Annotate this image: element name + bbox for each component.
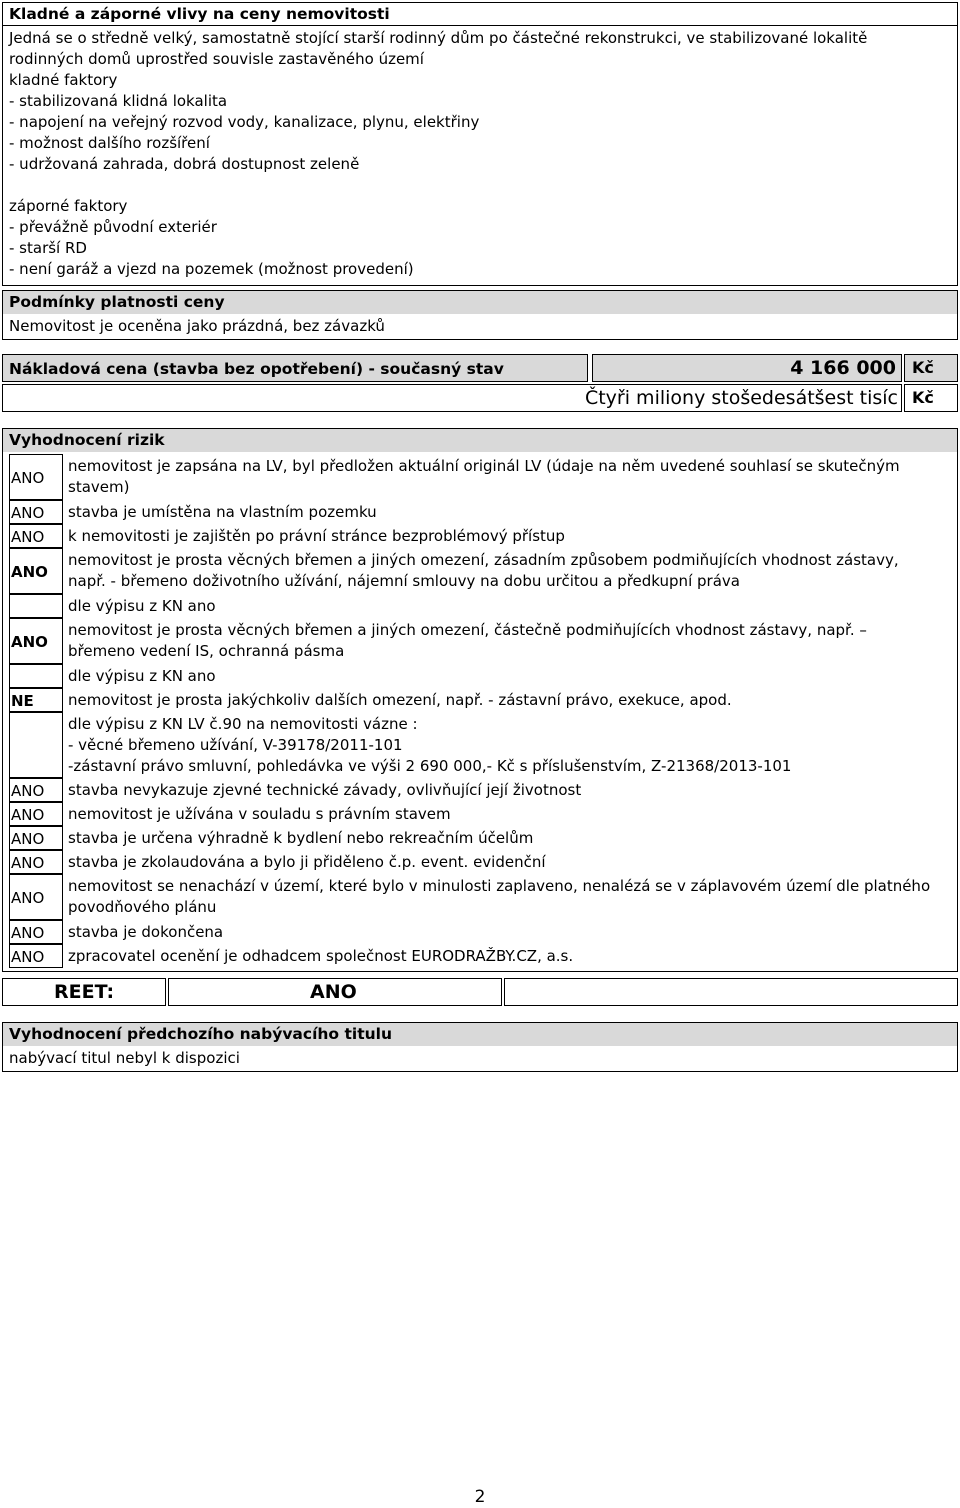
influence-line: - stabilizovaná klidná lokalita xyxy=(9,92,228,110)
risk-text: nemovitost se nenachází v území, které bylo v minulosti zaplaveno, nenalézá se v záplavovém území dle platného xyxy=(68,877,931,895)
influence-line: - možnost dalšího rozšíření xyxy=(9,134,210,152)
risk-answer xyxy=(9,594,63,618)
risk-text: dle výpisu z KN ano xyxy=(68,597,216,615)
risk-text: nemovitost je prosta jakýchkoliv dalších omezení, např. - zástavní právo, exekuce, apod. xyxy=(68,691,732,709)
risk-answer: ANO xyxy=(9,874,63,920)
cost-value: 4 166 000 xyxy=(790,357,896,379)
risk-text: stavba nevykazuje zjevné technické závady, ovlivňující její životnost xyxy=(68,781,582,799)
section-conditions-title: Podmínky platnosti ceny xyxy=(2,290,958,314)
risk-answer: ANO xyxy=(9,826,63,850)
risk-answer: ANO xyxy=(9,778,63,802)
risk-text: dle výpisu z KN LV č.90 na nemovitosti vázne : xyxy=(68,715,418,733)
risk-text: zpracovatel ocenění je odhadcem společnost EURODRAŽBY.CZ, a.s. xyxy=(68,947,574,965)
risk-answer: ANO xyxy=(9,618,63,664)
risk-answer: ANO xyxy=(9,548,63,594)
risk-answer: ANO xyxy=(9,920,63,944)
risk-text: nemovitost je zapsána na LV, byl předložen aktuální originál LV (údaje na něm uvedené souhlasí se skutečným xyxy=(68,457,900,475)
risk-text: -zástavní právo smluvní, pohledávka ve výši 2 690 000,- Kč s příslušenstvím, Z-21368/2013-101 xyxy=(68,757,792,775)
risk-text: stavba je dokončena xyxy=(68,923,224,941)
influence-line: - udržovaná zahrada, dobrá dostupnost zeleně xyxy=(9,155,360,173)
influence-line: kladné faktory xyxy=(9,71,118,89)
section-influences-title: Kladné a záporné vlivy na ceny nemovitosti xyxy=(2,2,958,26)
risk-text: povodňového plánu xyxy=(68,898,217,916)
risk-answer xyxy=(9,712,63,778)
risk-text: např. - břemeno doživotního užívání, nájemní smlouvy na dobu určitou a předkupní práva xyxy=(68,572,740,590)
risk-text: nemovitost je prosta věcných břemen a jiných omezení, částečně podmiňujících vhodnost zástavy, např. – xyxy=(68,621,867,639)
risk-answer: ANO xyxy=(9,850,63,874)
risk-text: nemovitost je prosta věcných břemen a jiných omezení, zásadním způsobem podmiňujících vhodnost zástavy, xyxy=(68,551,899,569)
section-title-eval-text: nabývací titul nebyl k dispozici xyxy=(9,1049,240,1067)
page-number: 2 xyxy=(474,1487,486,1507)
cost-label: Nákladová cena (stavba bez opotřebení) - současný stav xyxy=(2,354,588,382)
influence-line: - starší RD xyxy=(9,239,87,257)
cost-words-currency: Kč xyxy=(912,388,934,407)
reet-label: REET: xyxy=(54,981,115,1003)
influence-line: záporné faktory xyxy=(9,197,128,215)
influence-line: rodinných domů uprostřed souvisle zastavěného území xyxy=(9,50,424,68)
risk-text: stavba je umístěna na vlastním pozemku xyxy=(68,503,377,521)
influence-line: - převážně původní exteriér xyxy=(9,218,217,236)
influence-line: - není garáž a vjezd na pozemek (možnost provedení) xyxy=(9,260,414,278)
section-conditions-text: Nemovitost je oceněna jako prázdná, bez závazků xyxy=(9,317,385,335)
risk-text: břemeno vedení IS, ochranná pásma xyxy=(68,642,345,660)
section-title-eval-title: Vyhodnocení předchozího nabývacího titulu xyxy=(2,1022,958,1046)
risk-text: nemovitost je užívána v souladu s právním stavem xyxy=(68,805,451,823)
risk-answer: ANO xyxy=(9,500,63,524)
influence-line: - napojení na veřejný rozvod vody, kanalizace, plynu, elektřiny xyxy=(9,113,480,131)
risk-answer: ANO xyxy=(9,454,63,500)
risk-text: dle výpisu z KN ano xyxy=(68,667,216,685)
risk-text: stavba je zkolaudována a bylo ji přiděleno č.p. event. evidenční xyxy=(68,853,546,871)
reet-value: ANO xyxy=(310,981,357,1003)
risk-answer: ANO xyxy=(9,802,63,826)
cost-words: Čtyři miliony stošedesátšest tisíc xyxy=(584,387,898,409)
risk-text: - věcné břemeno užívání, V-39178/2011-101 xyxy=(68,736,403,754)
reet-cell-right xyxy=(504,978,958,1006)
influence-line: Jedná se o středně velký, samostatně stojící starší rodinný dům po částečné rekonstrukci, ve stabilizované lokalitě xyxy=(9,29,868,47)
risk-answer xyxy=(9,664,63,688)
risk-text: k nemovitosti je zajištěn po právní stránce bezproblémový přístup xyxy=(68,527,565,545)
risk-answer: NE xyxy=(9,688,63,712)
risk-text: stavba je určena výhradně k bydlení nebo rekreačním účelům xyxy=(68,829,534,847)
section-risks-title: Vyhodnocení rizik xyxy=(2,428,958,452)
risk-answer: ANO xyxy=(9,944,63,968)
risk-answer: ANO xyxy=(9,524,63,548)
cost-currency: Kč xyxy=(912,358,934,377)
risk-text: stavem) xyxy=(68,478,130,496)
